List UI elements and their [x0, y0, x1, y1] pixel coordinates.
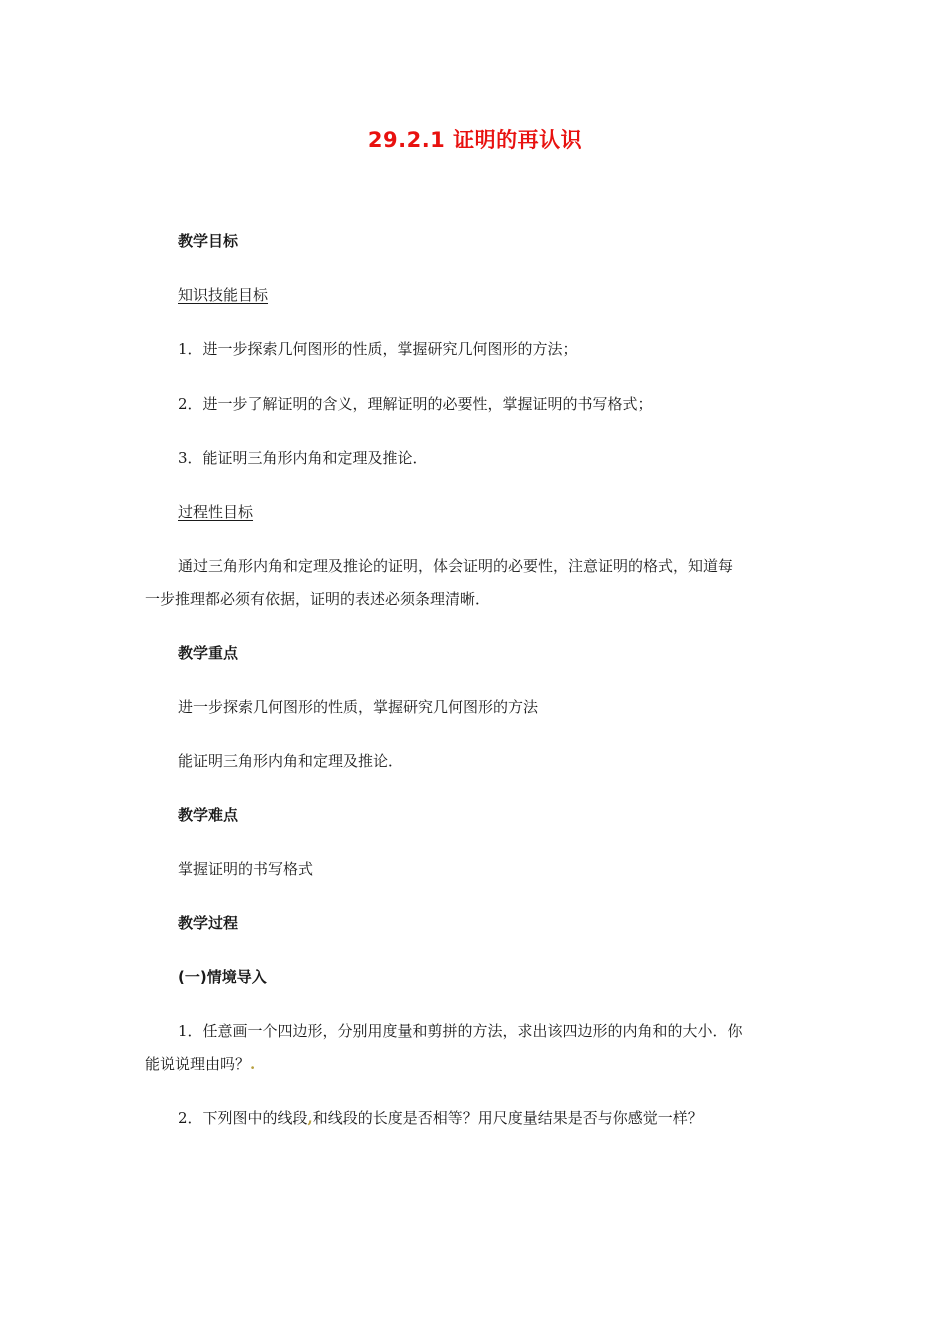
intro-item-1-line2: [145, 1054, 255, 1074]
key-point-1: 进一步探索几何图形的性质，掌握研究几何图形的方法: [178, 698, 539, 716]
intro-heading: (一)情境导入: [178, 968, 267, 986]
knowledge-item-3: 3．能证明三角形内角和定理及推论．: [178, 449, 428, 467]
difficulty-heading: 教学难点: [178, 806, 239, 824]
knowledge-item-1: 1．进一步探索几何图形的性质，掌握研究几何图形的方法；: [178, 340, 578, 358]
intro-item-1-mark: .: [250, 1055, 256, 1073]
intro-item-2-mark: ,: [307, 1109, 313, 1127]
key-point-2: 能证明三角形内角和定理及推论．: [178, 752, 404, 770]
intro-item-2-part2: 和线段的长度是否相等？用尺度量结果是否与你感觉一样？: [312, 1109, 703, 1127]
teaching-goals-heading: 教学目标: [178, 232, 239, 250]
teaching-process-heading: 教学过程: [178, 914, 239, 932]
knowledge-item-2: 2．进一步了解证明的含义，理解证明的必要性，掌握证明的书写格式；: [178, 395, 653, 413]
process-goal-heading: 过程性目标: [178, 503, 254, 521]
difficulty-text: 掌握证明的书写格式: [178, 860, 314, 878]
process-goal-text-line1: 通过三角形内角和定理及推论的证明，体会证明的必要性，注意证明的格式，知道每: [178, 557, 734, 575]
intro-item-2: [178, 1108, 703, 1128]
key-points-heading: 教学重点: [178, 644, 239, 662]
process-goal-text-line2: 一步推理都必须有依据，证明的表述必须条理清晰．: [145, 590, 491, 608]
knowledge-skill-heading: 知识技能目标: [178, 286, 269, 304]
intro-item-1-line1: 1．任意画一个四边形，分别用度量和剪拼的方法，求出该四边形的内角和的大小．你: [178, 1022, 743, 1040]
document-title: 29.2.1 证明的再认识: [367, 128, 583, 152]
intro-item-1-line2-text: 能说说理由吗？: [145, 1055, 251, 1073]
intro-item-2-part1: 2．下列图中的线段: [178, 1109, 308, 1127]
